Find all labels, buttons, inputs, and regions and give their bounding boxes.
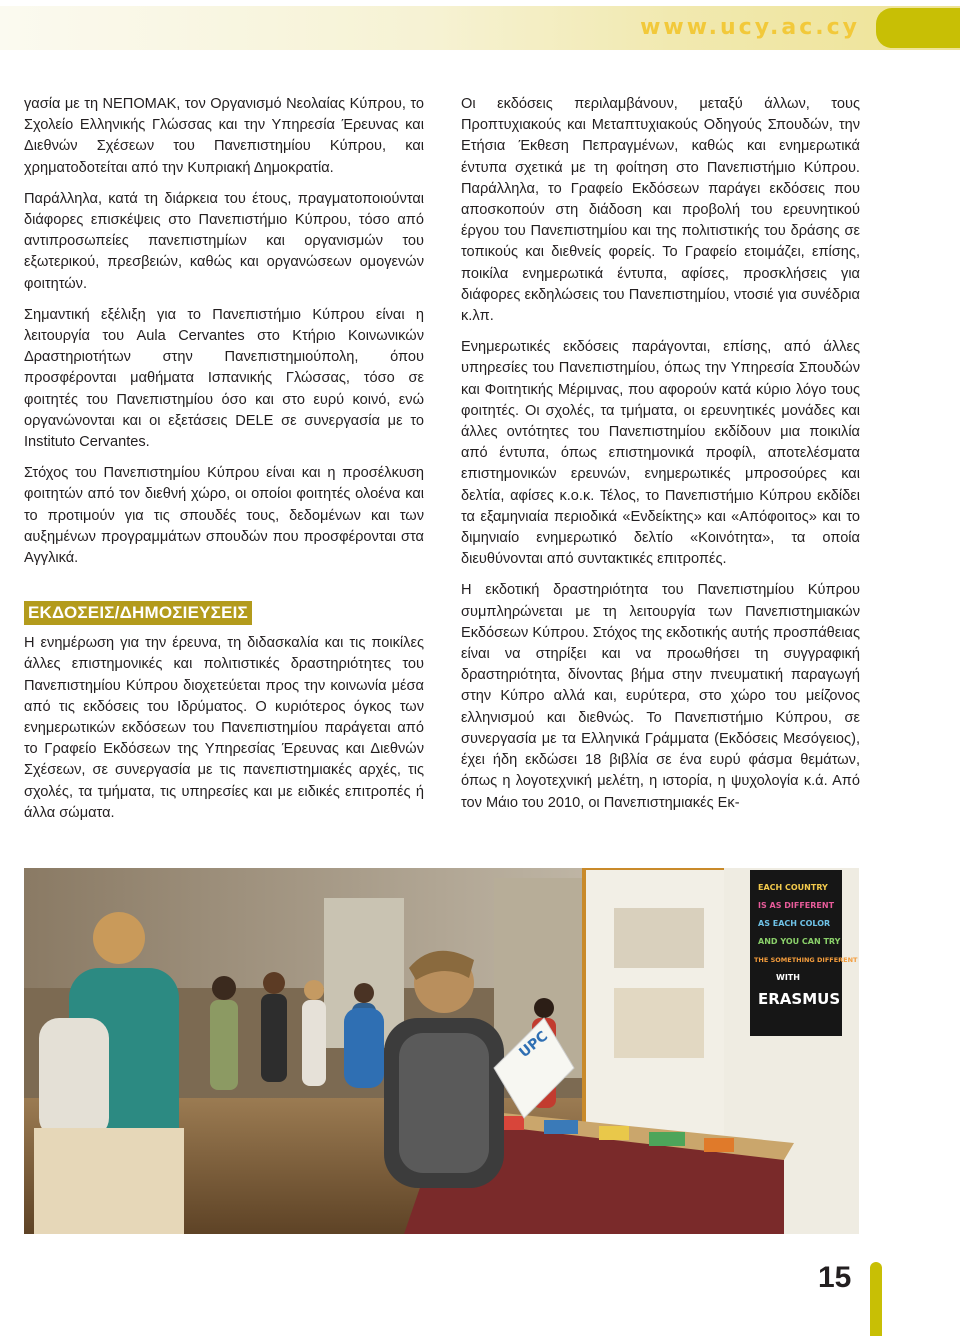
poster-line: AS EACH COLOR — [758, 919, 831, 928]
paragraph: Στόχος του Πανεπιστημίου Κύπρου είναι και η προσέλκυση φοιτητών από τον διεθνή χώρο, οι οποίοι φοιτητές ολοένα και το προτιμούν για τις σπουδές τους, δεδομένων και των αυξημένων προγραμμάτων σπουδών που προσφέρονται στα Αγγλικά. — [24, 465, 424, 567]
leaflet — [544, 1120, 578, 1134]
header-tab-accent — [876, 8, 960, 48]
board-notice — [614, 908, 704, 968]
paragraph: Παράλληλα, κατά τη διάρκεια του έτους, πραγματοποιούνται διάφορες επισκέψεις στο Πανεπιστήμιο Κύπρου, τόσο από αντιπροσωπείες πανεπιστημίων και οργανισμών του εξωτερικού, πρεσβειών, καθώς και οργανώσεων ομογενών φοιτητών. — [24, 190, 424, 292]
site-url[interactable]: www.ucy.ac.cy — [640, 15, 860, 40]
section-paragraph: Η ενημέρωση για την έρευνα, τη διδασκαλία και τις ποικίλες άλλες επιστημονικές και πολιτιστικές δραστηριότητες του Πανεπιστημίου Κύπρου διοχετεύεται προς την κοινωνία μέσα από τις εκδόσεις του Ιδρύματος. Ο κυριότερος όγκος των ενημερωτικών εκδόσεων του Πανεπιστημίου παράγεται από το Γραφείο Εκδόσεων της Υπηρεσίας Έρευνας και Διεθνών Σχέσεων, σε συνεργασία με τις πανεπιστημιακές αρχές, τις σχολές, τα τμήματα, τις υπηρεσίες και με ειδικές επιτροπές ή άλλα σώματα. — [24, 635, 424, 821]
board-notice — [614, 988, 704, 1058]
section-heading: ΕΚΔΟΣΕΙΣ/ΔΗΜΟΣΙΕΥΣΕΙΣ — [24, 601, 252, 625]
paragraph: Σημαντική εξέλιξη για το Πανεπιστήμιο Κύπρου είναι η λειτουργία του Aula Cervantes στο Κτήριο Κοινωνικών Δραστηριοτήτων στην Πανεπιστημιούπολη, όπου προσφέρονται μαθήματα Ισπανικής Γλώσσας, τόσο σε φοιτητές του Πανεπιστημίου όσο και στο ευρύ κοινό, ενώ οργανώνονται και οι εξετάσεις DELE σε συνεργασία με το Instituto Cervantes. — [24, 306, 424, 451]
leaflet — [649, 1132, 685, 1146]
poster-line: ERASMUS — [758, 990, 841, 1008]
erasmus-poster — [750, 870, 842, 1036]
paragraph: Οι εκδόσεις περιλαμβάνουν, μεταξύ άλλων, τους Προπτυχιακούς και Μεταπτυχιακούς Οδηγούς Σπουδών, την Ετήσια Έκθεση Πεπραγμένων, καθώς και ενημερωτικά έντυπα σχετικά με τη φοίτηση στο Πανεπιστήμιο Κύπρου. Παράλληλα, το Γραφείο Εκδόσεων παράγει εκδόσεις που αποσκοπούν στη διάδοση και προβολή του ερευνητικού έργου του Πανεπιστημίου και της πολιτιστικής του δράσης σε τοπικούς και διεθνείς φορείς. Το Γραφείο ετοιμάζει, επίσης, ποικίλα ενημερωτικά έντυπα, αφίσες, προσκλήσεις για διάφορες εκδηλώσεις του Πανεπιστημίου, ντοσιέ για συνέδρια κ.λπ. — [461, 96, 860, 325]
pamphlet-text: UPC — [516, 1028, 552, 1062]
page-number: 15 — [818, 1261, 852, 1294]
right-column — [461, 94, 860, 824]
poster-line: WITH — [776, 973, 800, 982]
poster-line: AND YOU CAN TRY — [758, 937, 841, 946]
page-number-accent-bar — [870, 1262, 882, 1336]
photo-illustration — [24, 868, 859, 1234]
exhibition-photo — [24, 868, 859, 1234]
leaflet — [704, 1138, 734, 1152]
leaflet — [599, 1126, 629, 1140]
poster-line: IS AS DIFFERENT — [758, 901, 835, 910]
left-column — [24, 94, 424, 834]
paragraph: γασία με τη ΝΕΠΟΜΑΚ, τον Οργανισμό Νεολαίας Κύπρου, το Σχολείο Ελληνικής Γλώσσας και την Υπηρεσία Έρευνας και Διεθνών Σχέσεων του Πανεπιστημίου Κύπρου, και χρηματοδοτείται από την Κυπριακή Δημοκρατία. — [24, 96, 424, 176]
paragraph: Η εκδοτική δραστηριότητα του Πανεπιστημίου Κύπρου συμπληρώνεται με τη λειτουργία των Πανεπιστημιακών Εκδόσεων Κύπρου. Στόχος της εκδοτικής αυτής προσπάθειας είναι να στηρίξει και να προωθήσει τη συγγραφική δραστηριότητα, δίνοντας βήμα στην πνευματική παραγωγή στην Κύπρο αλλά και, ευρύτερα, στο χώρο του μείζονος ελληνισμού και διεθνώς. Το Πανεπιστήμιο Κύπρου, σε συνεργασία με τα Ελληνικά Γράμματα (Εκδόσεις Μεσόγειος), έχει ήδη εκδώσει 18 βιβλία σε ένα ευρύ φάσμα θεμάτων, όπως η λογοτεχνική μελέτη, η ιστορία, η ψυχολογία κ.ά. Από τον Μάιο του 2010, οι Πανεπιστημιακές Εκ- — [461, 582, 860, 811]
poster-line: EACH COUNTRY — [758, 883, 828, 892]
paragraph: Ενημερωτικές εκδόσεις παράγονται, επίσης, από άλλες υπηρεσίες του Πανεπιστημίου, όπως την Υπηρεσία Σπουδών και Φοιτητικής Μέριμνας, που αφορούν κατά κύριο λόγο τους φοιτητές. Οι σχολές, τα τμήματα, οι ερευνητικές μονάδες και άλλες οντότητες του Πανεπιστημίου εκδίδουν μια ποικιλία από έντυπα, όπως επιστημονικά προφίλ, αποτελέσματα επιστημονικών ερευνών, ενημερωτικές μπροσούρες και δελτία, αφίσες κ.ο.κ. Τέλος, το Πανεπιστήμιο Κύπρου εκδίδει τα εξαμηνιαία περιοδικά «Ενδείκτης» και «Απόφοιτος» και το διμηνιαίο ενημερωτικό δελτίο «Κοινότητα», τα οποία διευθύνονται από συντακτικές επιτροπές. — [461, 339, 860, 568]
poster-line: THE SOMETHING DIFFERENT — [754, 956, 858, 964]
